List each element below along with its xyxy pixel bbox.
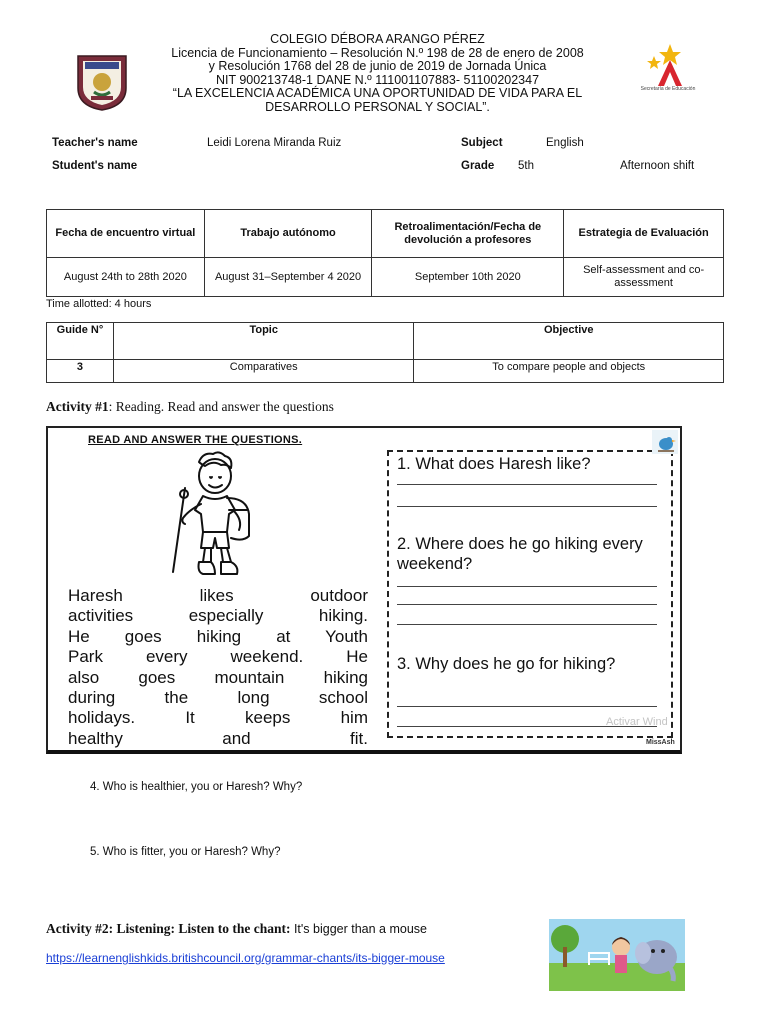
motto-line-2: DESARROLLO PERSONAL Y SOCIAL”. xyxy=(265,99,490,114)
question-3: 3. Why does he go for hiking? xyxy=(397,655,616,673)
schedule-data-row xyxy=(47,258,724,297)
subject-label: Subject xyxy=(461,137,503,149)
activity1-heading xyxy=(46,399,334,415)
reading-worksheet xyxy=(46,426,682,754)
guide-header-cell: Guide N° xyxy=(47,323,114,360)
answer-line xyxy=(397,586,657,587)
teacher-value: Leidi Lorena Miranda Ruiz xyxy=(207,137,342,149)
guide-header-cell: Objective xyxy=(414,323,724,360)
story-line: Haresh likes outdoor xyxy=(68,586,368,605)
schedule-header-cell: Retroalimentación/Fecha de devolución a profesores xyxy=(372,210,564,258)
grade-value: 5th xyxy=(518,160,534,172)
activity2-heading xyxy=(46,921,427,937)
guide-number-cell: 3 xyxy=(47,360,114,383)
story-line: He goes hiking at Youth xyxy=(68,626,368,646)
story-line: Park every weekend. He xyxy=(68,647,368,667)
guide-table xyxy=(46,322,724,383)
schedule-cell: Self-assessment and co-assessment xyxy=(564,258,724,297)
schedule-header-row xyxy=(47,210,724,258)
guide-objective-cell: To compare people and objects xyxy=(414,360,724,383)
chant-link[interactable]: https://learnenglishkids.britishcouncil.org/grammar-chants/its-bigger-mouse xyxy=(46,951,445,965)
answer-line xyxy=(397,624,657,625)
activation-watermark: Activar Wind xyxy=(606,716,668,728)
license-line: Licencia de Funcionamiento – Resolución N.º 198 de 28 de enero de 2008 xyxy=(171,45,584,60)
activity2-text: It's bigger than a mouse xyxy=(290,922,427,936)
activity1-text: : Reading. Read and answer the questions xyxy=(108,399,334,414)
schedule-cell: August 31–September 4 2020 xyxy=(204,258,372,297)
questions-box xyxy=(387,450,673,738)
secretaria-label: Secretaría de Educación xyxy=(640,86,696,92)
reading-story xyxy=(68,586,368,749)
schedule-header-cell: Fecha de encuentro virtual xyxy=(47,210,205,258)
guide-data-row xyxy=(47,360,724,383)
answer-line xyxy=(397,484,657,485)
bird-icon xyxy=(652,430,678,454)
activity2-label: Activity #2: Listening: Listen to the chant: xyxy=(46,921,291,936)
guide-header-cell: Topic xyxy=(113,323,414,360)
worksheet-credit: MissAsh xyxy=(646,739,675,746)
guide-topic-cell: Comparatives xyxy=(113,360,414,383)
story-line: activities especially hiking. xyxy=(68,606,368,626)
guide-header-row xyxy=(47,323,724,360)
worksheet-title: READ AND ANSWER THE QUESTIONS. xyxy=(88,434,303,446)
motto-line-1: “LA EXCELENCIA ACADÉMICA UNA OPORTUNIDAD DE VIDA PARA EL xyxy=(172,86,583,100)
activity1-label: Activity #1 xyxy=(46,399,109,414)
schedule-cell: August 24th to 28th 2020 xyxy=(47,258,205,297)
resolution-line: y Resolución 1768 del 28 de junio de 2019 de Jornada Única xyxy=(208,59,547,73)
question-1: 1. What does Haresh like? xyxy=(397,455,591,473)
time-allotted: Time allotted: 4 hours xyxy=(46,298,152,310)
question-4: 4. Who is healthier, you or Haresh? Why? xyxy=(90,781,303,793)
schedule-header-cell: Estrategia de Evaluación xyxy=(564,210,724,258)
student-label: Student's name xyxy=(52,160,138,172)
answer-line xyxy=(397,506,657,507)
story-line: during the long school xyxy=(68,688,368,708)
question-5: 5. Who is fitter, you or Haresh? Why? xyxy=(90,846,281,858)
answer-line xyxy=(397,604,657,605)
schedule-header-cell: Trabajo autónomo xyxy=(204,210,372,258)
grade-label: Grade xyxy=(461,160,495,172)
schedule-cell: September 10th 2020 xyxy=(372,258,564,297)
shift-value: Afternoon shift xyxy=(620,160,695,172)
chant-thumbnail[interactable] xyxy=(549,919,685,991)
school-name: COLEGIO DÉBORA ARANGO PÉREZ xyxy=(270,32,485,46)
nit-line: NIT 900213748-1 DANE N.º 111001107883- 51100202347 xyxy=(215,72,540,87)
question-2: 2. Where does he go hiking every weekend? xyxy=(397,535,643,573)
school-header xyxy=(140,33,615,114)
school-crest-logo xyxy=(74,52,130,112)
hiker-boy-illustration xyxy=(143,448,283,580)
subject-value: English xyxy=(546,137,584,149)
schedule-table xyxy=(46,209,724,297)
answer-line xyxy=(397,706,657,707)
story-line: holidays. It keeps him xyxy=(68,708,368,728)
story-line: also goes mountain hiking xyxy=(68,667,368,687)
teacher-label: Teacher's name xyxy=(52,137,138,149)
story-line: healthy and fit. xyxy=(68,728,368,748)
